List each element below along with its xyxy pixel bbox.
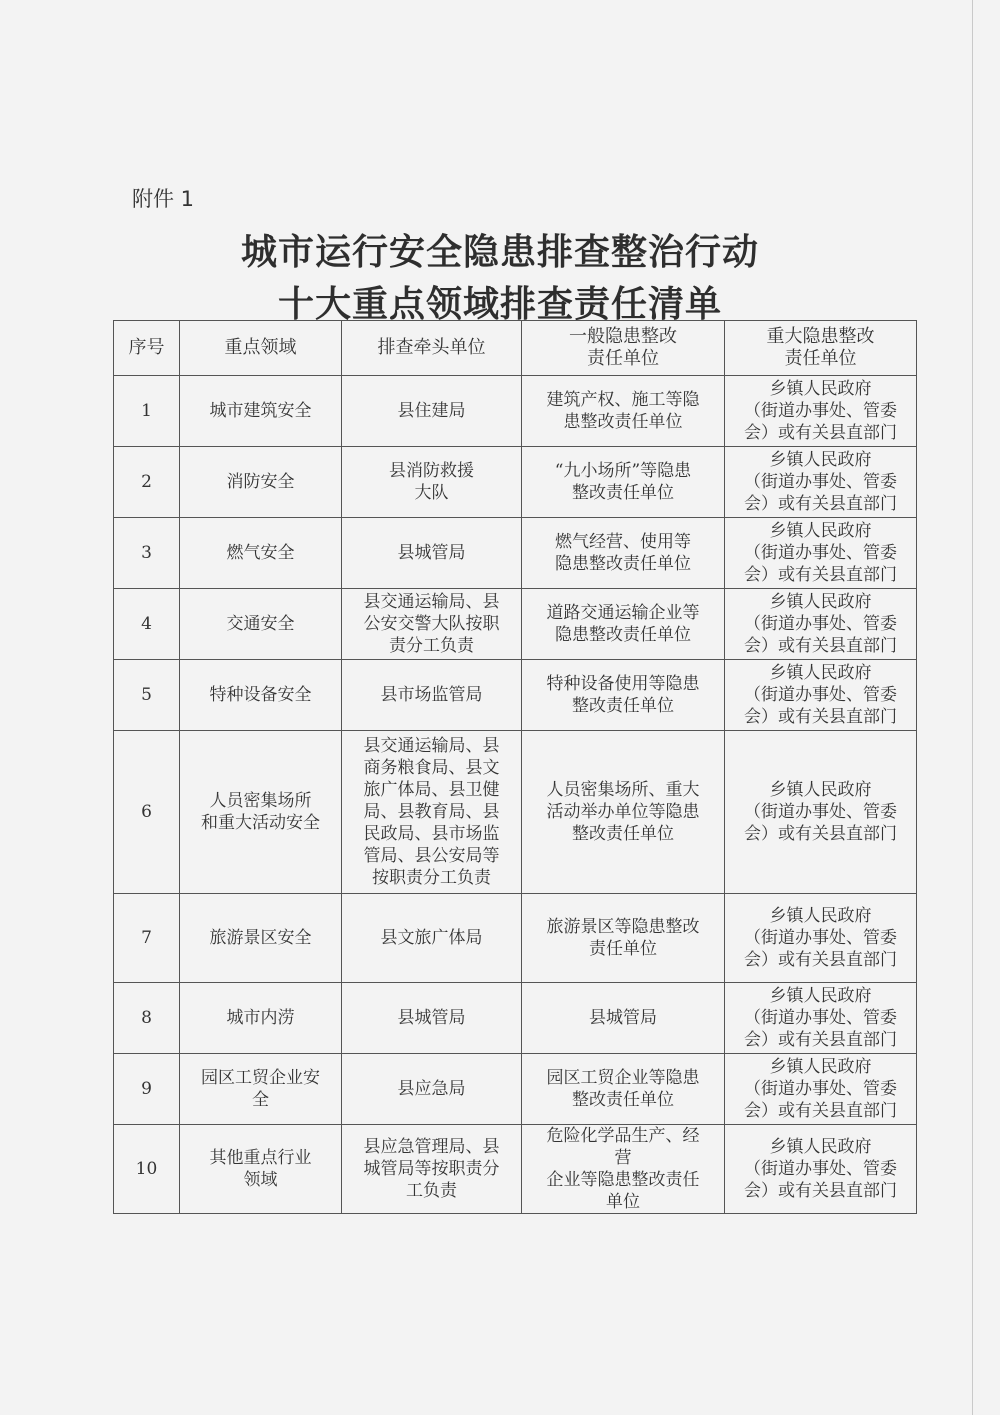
cell-major-unit: 乡镇人民政府 （街道办事处、管委 会）或有关县直部门 — [725, 447, 917, 518]
cell-general-unit: 旅游景区等隐患整改 责任单位 — [522, 894, 725, 983]
cell-area: 特种设备安全 — [180, 660, 342, 731]
cell-no: 4 — [114, 589, 180, 660]
table-row — [114, 1054, 917, 1125]
cell-area: 消防安全 — [180, 447, 342, 518]
cell-general-unit: 道路交通运输企业等 隐患整改责任单位 — [522, 589, 725, 660]
cell-no: 9 — [114, 1054, 180, 1125]
cell-area: 城市内涝 — [180, 983, 342, 1054]
cell-major-unit: 乡镇人民政府 （街道办事处、管委 会）或有关县直部门 — [725, 1054, 917, 1125]
table-row — [114, 894, 917, 983]
cell-no: 3 — [114, 518, 180, 589]
cell-lead-unit: 县交通运输局、县 商务粮食局、县文 旅广体局、县卫健 局、县教育局、县 民政局、县市场监 管局、县公安局等 按职责分工负责 — [342, 731, 522, 894]
cell-lead-unit: 县住建局 — [342, 376, 522, 447]
header-no: 序号 — [114, 321, 180, 376]
cell-area: 其他重点行业 领域 — [180, 1125, 342, 1214]
cell-major-unit: 乡镇人民政府 （街道办事处、管委 会）或有关县直部门 — [725, 894, 917, 983]
cell-lead-unit: 县市场监管局 — [342, 660, 522, 731]
cell-area: 人员密集场所 和重大活动安全 — [180, 731, 342, 894]
cell-no: 7 — [114, 894, 180, 983]
cell-major-unit: 乡镇人民政府 （街道办事处、管委 会）或有关县直部门 — [725, 731, 917, 894]
table-row — [114, 376, 917, 447]
cell-general-unit: 危险化学品生产、经 营 企业等隐患整改责任 单位 — [522, 1125, 725, 1214]
cell-major-unit: 乡镇人民政府 （街道办事处、管委 会）或有关县直部门 — [725, 589, 917, 660]
cell-no: 6 — [114, 731, 180, 894]
table-row — [114, 983, 917, 1054]
header-area: 重点领域 — [180, 321, 342, 376]
cell-lead-unit: 县消防救援 大队 — [342, 447, 522, 518]
table-row — [114, 731, 917, 894]
table-row — [114, 1125, 917, 1214]
cell-general-unit: 燃气经营、使用等 隐患整改责任单位 — [522, 518, 725, 589]
cell-major-unit: 乡镇人民政府 （街道办事处、管委 会）或有关县直部门 — [725, 1125, 917, 1214]
cell-no: 5 — [114, 660, 180, 731]
cell-lead-unit: 县城管局 — [342, 983, 522, 1054]
cell-no: 8 — [114, 983, 180, 1054]
cell-major-unit: 乡镇人民政府 （街道办事处、管委 会）或有关县直部门 — [725, 376, 917, 447]
cell-general-unit: 人员密集场所、重大 活动举办单位等隐患 整改责任单位 — [522, 731, 725, 894]
attachment-label: 附件 1 — [132, 187, 195, 211]
cell-area: 旅游景区安全 — [180, 894, 342, 983]
cell-no: 2 — [114, 447, 180, 518]
cell-major-unit: 乡镇人民政府 （街道办事处、管委 会）或有关县直部门 — [725, 660, 917, 731]
header-lead-unit: 排查牵头单位 — [342, 321, 522, 376]
document-title-line-2: 十大重点领域排查责任清单 — [277, 283, 722, 325]
cell-general-unit: 建筑产权、施工等隐 患整改责任单位 — [522, 376, 725, 447]
cell-major-unit: 乡镇人民政府 （街道办事处、管委 会）或有关县直部门 — [725, 518, 917, 589]
cell-lead-unit: 县交通运输局、县 公安交警大队按职 责分工负责 — [342, 589, 522, 660]
cell-lead-unit: 县应急管理局、县 城管局等按职责分 工负责 — [342, 1125, 522, 1214]
cell-no: 1 — [114, 376, 180, 447]
cell-area: 园区工贸企业安 全 — [180, 1054, 342, 1125]
cell-area: 交通安全 — [180, 589, 342, 660]
responsibility-table — [113, 320, 917, 1214]
cell-general-unit: 园区工贸企业等隐患 整改责任单位 — [522, 1054, 725, 1125]
cell-area: 燃气安全 — [180, 518, 342, 589]
cell-lead-unit: 县文旅广体局 — [342, 894, 522, 983]
cell-general-unit: 特种设备使用等隐患 整改责任单位 — [522, 660, 725, 731]
cell-area: 城市建筑安全 — [180, 376, 342, 447]
table-row — [114, 660, 917, 731]
cell-lead-unit: 县应急局 — [342, 1054, 522, 1125]
table-header-row — [114, 321, 917, 376]
header-general-unit: 一般隐患整改 责任单位 — [522, 321, 725, 376]
table-row — [114, 589, 917, 660]
table-row — [114, 447, 917, 518]
cell-no: 10 — [114, 1125, 180, 1214]
table-row — [114, 518, 917, 589]
cell-general-unit: “九小场所”等隐患 整改责任单位 — [522, 447, 725, 518]
cell-general-unit: 县城管局 — [522, 983, 725, 1054]
header-major-unit: 重大隐患整改 责任单位 — [725, 321, 917, 376]
scan-edge-line — [972, 0, 973, 1415]
cell-major-unit: 乡镇人民政府 （街道办事处、管委 会）或有关县直部门 — [725, 983, 917, 1054]
document-title-line-1: 城市运行安全隐患排查整治行动 — [240, 231, 759, 273]
cell-lead-unit: 县城管局 — [342, 518, 522, 589]
